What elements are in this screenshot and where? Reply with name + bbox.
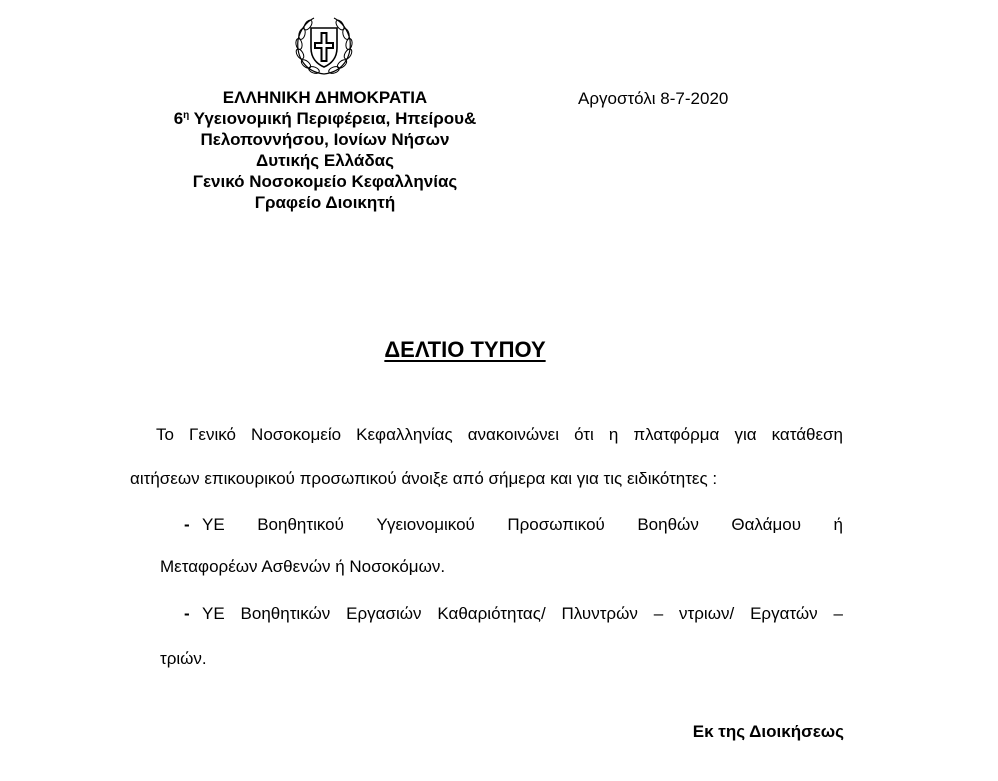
paragraph-1-line-1 <box>156 424 843 445</box>
word: Βοηθών <box>637 515 699 534</box>
word: ΥΕ <box>202 604 225 623</box>
word: Θαλάμου <box>731 515 802 534</box>
issuer-header <box>120 87 530 213</box>
word: ότι <box>574 425 594 444</box>
word: ανακοινώνει <box>467 425 560 444</box>
bullet-2-line-1 <box>202 603 843 624</box>
header-health-region <box>120 108 530 129</box>
bullet-1-dash: - <box>184 515 190 534</box>
word: Εργατών <box>750 604 818 623</box>
word: η <box>608 425 619 444</box>
header-region-number: 6 <box>173 109 184 128</box>
bullet-1-line-2: Μεταφορέων Ασθενών ή Νοσοκόμων. <box>160 557 446 576</box>
bullet-2-line-2: τριών. <box>160 649 207 668</box>
word: – <box>653 604 664 623</box>
document-title: ΔΕΛΤΙΟ ΤΥΠΟΥ <box>384 337 546 362</box>
word: Νοσοκομείο <box>251 425 342 444</box>
word: Προσωπικού <box>507 515 605 534</box>
header-country: ΕΛΛΗΝΙΚΗ ΔΗΜΟΚΡΑΤΙΑ <box>222 88 428 107</box>
header-region-name: Υγειονομική Περιφέρεια, Ηπείρου& <box>189 109 477 128</box>
word: Γενικό <box>189 425 236 444</box>
word: Βοηθητικού <box>257 515 344 534</box>
word: Καθαριότητας/ <box>437 604 546 623</box>
header-hospital: Γενικό Νοσοκομείο Κεφαλληνίας <box>192 172 458 191</box>
word: – <box>833 604 843 623</box>
word: ή <box>833 515 843 534</box>
header-region-line2: Πελοποννήσου, Ιονίων Νήσων <box>200 130 450 149</box>
word: πλατφόρμα <box>633 425 720 444</box>
word: ντριων/ <box>679 604 735 623</box>
word: Εργασιών <box>346 604 422 623</box>
header-office: Γραφείο Διοικητή <box>254 193 396 212</box>
word: Κεφαλληνίας <box>356 425 453 444</box>
signature: Εκ της Διοικήσεως <box>692 722 844 741</box>
word: Το <box>156 425 174 444</box>
paragraph-1-line-2: αιτήσεων επικουρικού προσωπικού άνοιξε από σήμερα και για τις ειδικότητες : <box>130 469 718 488</box>
word: ΥΕ <box>202 515 225 534</box>
word: κατάθεση <box>771 425 843 444</box>
date-line: Αργοστόλι 8-7-2020 <box>578 89 729 108</box>
header-region-ordinal: η <box>183 110 190 121</box>
bullet-2-dash: - <box>184 604 190 623</box>
header-region-line3: Δυτικής Ελλάδας <box>256 151 394 170</box>
word: Βοηθητικών <box>240 604 331 623</box>
bullet-1-line-1 <box>202 514 843 535</box>
word: Υγειονομικού <box>376 515 475 534</box>
word: Πλυντρών <box>561 604 638 623</box>
word: για <box>734 425 757 444</box>
greek-coat-of-arms-icon <box>292 14 356 78</box>
